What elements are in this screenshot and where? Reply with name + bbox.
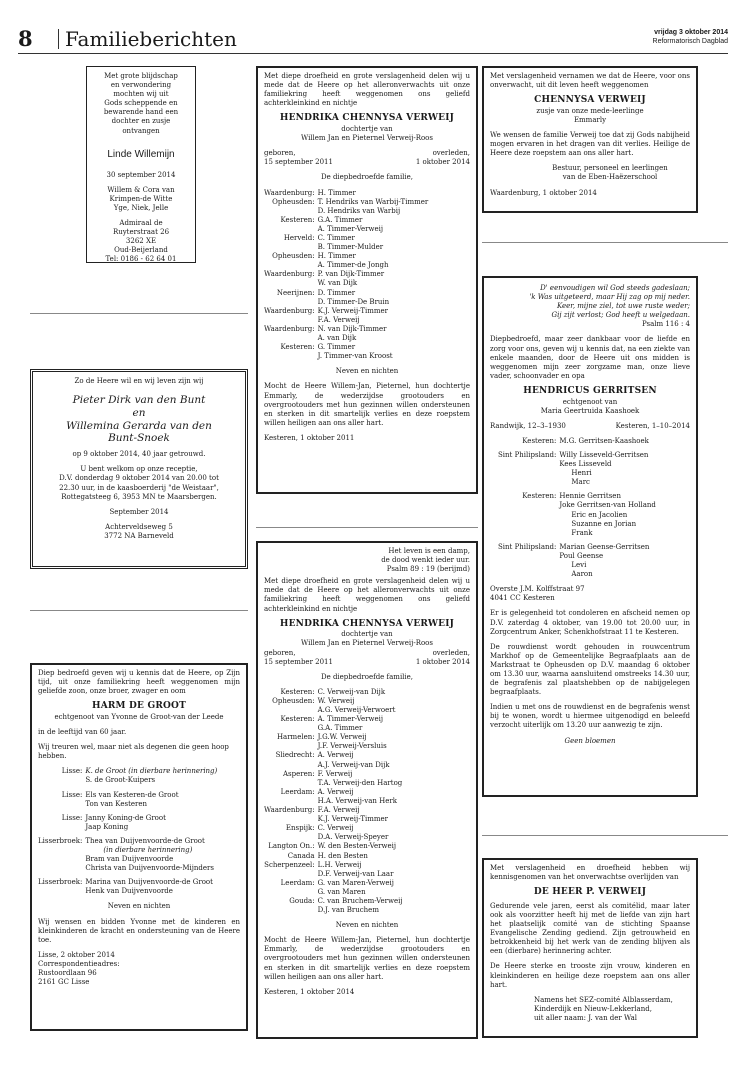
family-place bbox=[264, 870, 315, 879]
spouse-line: echtgenoot van Yvonne de Groot-van der Leede bbox=[54, 712, 224, 721]
anniversary-intro: Zo de Heere wil en wij leven zijn wij bbox=[74, 377, 204, 385]
family-place: Langton On.: bbox=[268, 842, 315, 851]
reception-line: U bent welkom op onze receptie, bbox=[80, 465, 198, 474]
family-names bbox=[559, 543, 690, 579]
family-name: A.J. Verweij-van Dijk bbox=[317, 760, 390, 769]
family-place: Leerdam: bbox=[280, 787, 315, 796]
column-rule bbox=[482, 242, 728, 243]
family-names bbox=[85, 878, 240, 896]
family-place: Lisse: bbox=[61, 813, 83, 822]
family-name: A. van Dijk bbox=[317, 334, 357, 343]
family-place bbox=[264, 888, 315, 897]
family-name: Thea van Duijvenvoorde-de Groot bbox=[85, 836, 205, 845]
family-place: Waardenburg: bbox=[264, 306, 315, 315]
family-name: Marina van Duijvenvoorde-de Groot bbox=[85, 878, 213, 887]
address-line: 3772 NA Barneveld bbox=[104, 531, 174, 540]
deceased-name: CHENNYSA VERWEIJ bbox=[534, 95, 646, 106]
family-name: N. van Dijk-Timmer bbox=[317, 324, 387, 333]
family-name: Els van Kesteren-de Groot bbox=[85, 790, 179, 799]
family-name: (in dierbare herinnering) bbox=[103, 846, 193, 854]
text-line: en verwondering bbox=[110, 81, 172, 90]
family-name: G.A. Timmer bbox=[317, 215, 363, 224]
poem-line: Keer, mijne ziel, tot uwe ruste weder; bbox=[556, 302, 690, 311]
deceased-name: HENDRIKA CHENNYSA VERWEIJ bbox=[279, 113, 455, 124]
parents-line: Willem Jan en Pieternel Verweij-Roos bbox=[301, 134, 433, 143]
birth-intro bbox=[91, 72, 191, 136]
family-names bbox=[559, 492, 690, 537]
born-label: geboren, bbox=[264, 149, 296, 158]
newspaper-name: Reformatorisch Dagblad bbox=[652, 38, 728, 45]
address-line: 4041 CC Kesteren bbox=[490, 594, 555, 603]
condolence-text: Er is gelegenheid tot condoleren en afscheid nemen op D.V. zaterdag 4 oktober, van 19.00 tot 20.00 uur, in Zorgcentrum Anker, Schenkhofstraat 11 te Kesteren. bbox=[490, 609, 690, 636]
header-divider bbox=[58, 29, 59, 49]
footer-line: Rustoordlaan 96 bbox=[38, 969, 97, 978]
text-line: mochten wij uit bbox=[113, 90, 169, 99]
text-line: bewarende hand een bbox=[103, 108, 179, 117]
closing-text: Mocht de Heere Willem-Jan, Pieternel, hun dochtertje Emmarly, de wederzijdse grootouders en overgrootouders met hun gezinnen willen ondersteunen en sterken in dit smartelijk verlies en deze roepstem willen heiligen aan ons aller hart. bbox=[264, 936, 470, 981]
family-place: Waardenburg: bbox=[264, 270, 315, 279]
obituary-intro: Diepbedroefd, maar zeer dankbaar voor de liefde en zorg voor ons, geven wij u kennis dat, na een ziekte van enkele maanden, door de Heere uit ons midden is weggenomen mijn zeer zorgzame man, onze lieve vader, schoonvader en opa bbox=[490, 335, 690, 380]
family-name: G.A. Timmer bbox=[317, 724, 363, 733]
family-place: Sint Philipsland: bbox=[498, 542, 557, 551]
family-list bbox=[264, 688, 470, 915]
family-place bbox=[264, 225, 315, 234]
family-place: Waardenburg: bbox=[264, 188, 315, 197]
family-place: Kesteren: bbox=[280, 215, 315, 224]
family-place: Gouda: bbox=[289, 896, 315, 905]
family-name: K.J. Verweij-Timmer bbox=[317, 815, 388, 824]
family-place bbox=[264, 742, 315, 751]
page-header bbox=[18, 26, 728, 54]
address-line: Ruyterstraat 26 bbox=[112, 228, 170, 237]
family-place: Opheusden: bbox=[272, 252, 315, 261]
anniversary-month: September 2014 bbox=[109, 507, 169, 516]
family-name: Christa van Duijvenvoorde-Mijnders bbox=[85, 864, 214, 873]
nephews-line: Neven en nichten bbox=[335, 367, 399, 376]
family-name: J.F. Verweij-Versluis bbox=[317, 742, 387, 751]
born-date: 15 september 2011 bbox=[264, 657, 333, 666]
no-flowers: Geen bloemen bbox=[564, 736, 616, 745]
family-name: T.A. Verweij-den Hartog bbox=[317, 778, 403, 787]
family-name: Poul Geense bbox=[559, 551, 604, 560]
address-line: Admiraal de bbox=[119, 219, 163, 228]
footer-line: Waardenburg, 1 oktober 2014 bbox=[490, 188, 597, 197]
family-name: G. van Maren-Verweij bbox=[317, 878, 394, 887]
column-rule bbox=[482, 835, 728, 836]
age-line: in de leeftijd van 60 jaar. bbox=[38, 728, 127, 737]
obituary-intro: Diep bedroefd geven wij u kennis dat de Heere, op Zijn tijd, uit onze familiekring heeft weggenomen mijn geliefde zoon, onze broer, zwager en oom bbox=[38, 669, 240, 696]
name-line: Bunt-Snoek bbox=[108, 432, 170, 445]
family-place: Neerijnen: bbox=[276, 288, 315, 297]
obituary-hendrika-2 bbox=[256, 541, 478, 1039]
family-name: P. van Dijk-Timmer bbox=[317, 270, 385, 279]
family-place bbox=[264, 815, 315, 824]
family-names bbox=[559, 451, 690, 487]
family-name: D. Timmer bbox=[317, 288, 356, 297]
parents-line: Willem & Cora van bbox=[107, 185, 175, 194]
family-name: Aaron bbox=[571, 570, 593, 579]
deceased-name: DE HEER P. VERWEIJ bbox=[533, 887, 647, 898]
family-name: Kees Lisseveld bbox=[559, 460, 612, 469]
family-name: Marian Geense-Gerritsen bbox=[559, 542, 650, 551]
family-name: Henri bbox=[571, 469, 592, 478]
family-names bbox=[85, 814, 240, 832]
family-place: Scherpenzeel: bbox=[264, 860, 315, 869]
family-place: Harmelen: bbox=[276, 733, 315, 742]
footer-line: Correspondentieadres: bbox=[38, 959, 120, 968]
column-rule bbox=[256, 527, 478, 528]
family-place bbox=[264, 724, 315, 733]
sub-line: dochtertje van bbox=[341, 630, 393, 639]
family-name: Bram van Duijvenvoorde bbox=[85, 855, 174, 864]
family-place: Kesteren: bbox=[522, 436, 557, 445]
family-name: Levi bbox=[571, 561, 587, 570]
family-place: Leerdam: bbox=[280, 878, 315, 887]
poem-line: D' eenvoudigen wil God steeds gadeslaan; bbox=[540, 284, 690, 292]
family-names bbox=[559, 437, 690, 446]
family-name: F.A. Verweij bbox=[317, 315, 360, 324]
poem-line: de dood wenkt ieder uur. bbox=[381, 556, 470, 565]
family-place: Kesteren: bbox=[522, 492, 557, 501]
family-names bbox=[85, 767, 240, 785]
phone-number: Tel: 0186 - 62 64 01 bbox=[105, 255, 177, 263]
column-rule bbox=[30, 610, 248, 611]
family-name: H. Timmer bbox=[317, 188, 356, 197]
column-rule bbox=[30, 313, 248, 314]
parents-line: Willem Jan en Pieternel Verweij-Roos bbox=[301, 639, 433, 648]
address-line: 3262 XE bbox=[125, 237, 157, 246]
obituary-chennysa-school bbox=[482, 66, 698, 213]
family-name: Henk van Duijvenvoorde bbox=[85, 887, 173, 896]
family-place: Waardenburg: bbox=[264, 324, 315, 333]
family-name: Frank bbox=[571, 528, 593, 537]
family-name: L.H. Verweij bbox=[317, 860, 362, 869]
poem-line: Gij zijt verlost; God heeft u welgedaan. bbox=[551, 311, 690, 320]
name-line: en bbox=[132, 406, 146, 419]
family-place: Opheusden: bbox=[272, 696, 315, 705]
family-name: Ton van Kesteren bbox=[85, 799, 148, 808]
nephews-line: Neven en nichten bbox=[335, 921, 399, 930]
died-date: 1 oktober 2014 bbox=[415, 657, 470, 666]
born-line: Randwijk, 12–3–1930 bbox=[490, 421, 566, 430]
issue-date: vrijdag 3 oktober 2014 bbox=[654, 29, 728, 36]
page-number: 8 bbox=[18, 26, 33, 51]
hope-text: Wij treuren wel, maar niet als degenen die geen hoop hebben. bbox=[38, 743, 229, 761]
family-name: A. Timmer-de Jongh bbox=[317, 261, 389, 270]
family-name: K. de Groot (in dierbare herinnering) bbox=[85, 767, 218, 776]
family-name: A. Timmer-Verweij bbox=[317, 715, 384, 724]
signature-line: Namens het SEZ-comité Alblasserdam, bbox=[534, 995, 673, 1004]
text-line: Gods scheppende en bbox=[104, 99, 178, 108]
header-dateline bbox=[653, 28, 728, 46]
born-label: geboren, bbox=[264, 648, 296, 657]
deceased-name: HENDRICUS GERRITSEN bbox=[523, 385, 657, 396]
reception-line: Rottegatsteeg 6, 3953 MN te Maarsbergen. bbox=[61, 492, 217, 501]
family-name: F.A. Verweij bbox=[317, 806, 360, 815]
couple-names bbox=[39, 394, 239, 445]
family-name: C. Verweij-van Dijk bbox=[317, 687, 386, 696]
section-title: Familieberichten bbox=[65, 27, 237, 51]
poem bbox=[264, 547, 470, 574]
family-name: H. Timmer bbox=[317, 252, 356, 261]
died-label: overleden, bbox=[432, 149, 470, 158]
sub-line: zusje van onze mede-leerlinge bbox=[536, 106, 644, 115]
closing-text: Mocht de Heere Willem-Jan, Pieternel, hun dochtertje Emmarly, de wederzijdse grootouders en overgrootouders met hun gezinnen willen ondersteunen en sterken in dit smartelijk verlies en deze roepstem willen heiligen aan ons aller hart. bbox=[264, 382, 470, 427]
family-name: A. Timmer-Verweij bbox=[317, 224, 384, 233]
family-name: Jaap Koning bbox=[85, 822, 129, 831]
family-place bbox=[264, 797, 315, 806]
spouse-line: Maria Geertruida Kaashoek bbox=[540, 406, 640, 415]
sub-line: echtgenoot van bbox=[562, 397, 618, 406]
family-list bbox=[264, 189, 470, 362]
footer-line: Kesteren, 1 oktober 2014 bbox=[264, 987, 355, 996]
family-name: H.A. Verweij-van Herk bbox=[317, 796, 397, 805]
parents-line: Yge, Niek, Jelle bbox=[113, 203, 169, 212]
family-place bbox=[264, 279, 315, 288]
signature-line: Kinderdijk en Nieuw-Lekkerland, bbox=[534, 1004, 652, 1013]
family-place: Enspijk: bbox=[285, 824, 315, 833]
baby-name: Linde Willemijn bbox=[107, 148, 175, 160]
poem-reference: Psalm 116 : 4 bbox=[641, 320, 690, 329]
family-place bbox=[264, 207, 315, 216]
sub-line: Emmarly bbox=[573, 115, 607, 124]
obituary-hendrika-1 bbox=[256, 66, 478, 494]
family-place bbox=[264, 352, 315, 361]
family-place: Lisserbroek: bbox=[38, 878, 83, 887]
family-place: Asperen: bbox=[282, 769, 315, 778]
died-date: 1 oktober 2014 bbox=[415, 158, 470, 167]
signature-block bbox=[490, 996, 690, 1023]
text-line: ontvangen bbox=[122, 126, 160, 135]
family-name: G. Timmer bbox=[317, 343, 356, 352]
wish-text: We wensen de familie Verweij toe dat zij Gods nabijheid mogen ervaren in het dragen van dit verlies. Heilige de Heere deze roepstem aan ons aller hart. bbox=[490, 131, 690, 158]
family-name: Joke Gerritsen-van Holland bbox=[559, 501, 656, 510]
family-title: De diepbedroefde familie, bbox=[320, 173, 414, 182]
family-place: Lisse: bbox=[61, 767, 83, 776]
request-text: Indien u met ons de rouwdienst en de begrafenis wenst bij te wonen, wordt u hiermee uitgenodigd en beleefd verzocht uiterlijk om 13.20 uur aanwezig te zijn. bbox=[490, 703, 690, 730]
family-place: Kesteren: bbox=[280, 687, 315, 696]
poem-line: Het leven is een damp, bbox=[388, 547, 470, 555]
name-line: Willemina Gerarda van den bbox=[66, 419, 212, 432]
closing-text: Wij wensen en bidden Yvonne met de kinderen en kleinkinderen de kracht en ondersteuning van de Heere toe. bbox=[38, 917, 240, 944]
died-label: overleden, bbox=[432, 648, 470, 657]
birth-date: 30 september 2014 bbox=[106, 170, 176, 179]
address-line: Achterveldseweg 5 bbox=[105, 522, 173, 531]
address-line: Oud-Beijerland bbox=[114, 246, 168, 255]
family-place bbox=[264, 779, 315, 788]
footer-line: Kesteren, 1 oktober 2011 bbox=[264, 433, 355, 442]
family-name: F. Verweij bbox=[317, 769, 353, 778]
family-list bbox=[490, 437, 690, 579]
family-name: A. Verweij bbox=[317, 787, 354, 796]
wish-text: De Heere sterke en trooste zijn vrouw, kinderen en kleinkinderen en heilige deze roepstem aan ons aller hart. bbox=[490, 962, 690, 989]
died-line: Kesteren, 1–10–2014 bbox=[615, 421, 690, 430]
family-place: Lisse: bbox=[61, 790, 83, 799]
family-place bbox=[264, 261, 315, 270]
anniversary-announcement bbox=[30, 369, 248, 569]
born-date: 15 september 2011 bbox=[264, 158, 333, 167]
family-name: W. den Besten-Verweij bbox=[317, 842, 397, 851]
family-place bbox=[264, 706, 315, 715]
family-name: Willy Lisseveld-Gerritsen bbox=[559, 451, 649, 459]
obituary-hendricus-gerritsen bbox=[482, 276, 698, 797]
obituary-harm-de-groot bbox=[30, 663, 248, 1031]
family-name: W. van Dijk bbox=[317, 279, 358, 288]
family-place bbox=[264, 243, 315, 252]
family-names bbox=[85, 837, 240, 873]
family-title: De diepbedroefde familie, bbox=[320, 672, 414, 681]
obituary-intro: Met diepe droefheid en grote verslagenheid delen wij u mede dat de Heere op het alleronverwachts uit onze familiekring heeft weggenomen ons geliefd achterkleinkind en nichtje bbox=[264, 72, 470, 108]
family-name: C. Timmer bbox=[317, 234, 355, 242]
family-name: D.J. van Bruchem bbox=[317, 906, 379, 915]
footer-line: 2161 GC Lisse bbox=[38, 978, 90, 987]
reception-line: D.V. donderdag 9 oktober 2014 van 20.00 tot bbox=[59, 474, 219, 483]
family-place: Waardenburg: bbox=[264, 806, 315, 815]
obituary-p-verweij bbox=[482, 858, 698, 1038]
tribute-text: Gedurende vele jaren, eerst als comitélid, maar later ook als voorzitter heeft hij met de liefde van zijn hart het plaatselijk comité van de stichting Spaanse Evangelische Zending gediend. Zijn getrouwheid en betrokkenheid bij het werk van de zending blijven als een (dierbare) herinnering achter. bbox=[490, 901, 690, 956]
obituary-intro: Met verslagenheid vernamen we dat de Heere, voor ons onverwacht, uit dit leven heeft weggenomen bbox=[490, 72, 690, 90]
family-name: Hennie Gerritsen bbox=[559, 492, 621, 501]
signature-line: Bestuur, personeel en leerlingen bbox=[552, 164, 668, 173]
family-place bbox=[264, 298, 315, 307]
family-place: Sint Philipsland: bbox=[498, 451, 557, 459]
married-line: op 9 oktober 2014, 40 jaar getrouwd. bbox=[72, 450, 206, 459]
family-name: M.G. Gerritsen-Kaashoek bbox=[559, 436, 649, 445]
family-place: Kesteren: bbox=[280, 715, 315, 724]
family-name: H. den Besten bbox=[317, 851, 368, 860]
text-line: Met grote blijdschap bbox=[104, 72, 178, 80]
nephews-line: Neven en nichten bbox=[107, 902, 171, 911]
deceased-name: HARM DE GROOT bbox=[91, 701, 186, 712]
family-name: A.G. Verweij-Verwoert bbox=[317, 706, 396, 714]
family-name: D.F. Verweij-van Laar bbox=[317, 869, 394, 878]
poem bbox=[490, 284, 690, 320]
family-name: Marc bbox=[571, 478, 590, 487]
family-list bbox=[38, 767, 240, 896]
obituary-intro: Met verslagenheid en droefheid hebben wij kennisgenomen van het onverwachtse overlijden van bbox=[490, 864, 690, 882]
family-place: Kesteren: bbox=[280, 343, 315, 352]
family-name: Janny Koning-de Groot bbox=[85, 813, 166, 822]
reception-line: 22.30 uur, in de kaasboerderij "de Weistaar", bbox=[59, 483, 219, 492]
family-place: Herveld: bbox=[283, 234, 315, 242]
family-name: J.G.W. Verweij bbox=[317, 733, 367, 742]
dates-row bbox=[264, 649, 470, 667]
signature-line: van de Eben-Haëzerschool bbox=[562, 173, 658, 182]
name-line: Pieter Dirk van den Bunt bbox=[72, 394, 206, 407]
sub-line: dochtertje van bbox=[341, 125, 393, 134]
family-name: B. Timmer-Mulder bbox=[317, 243, 384, 252]
address-line: Overste J.M. Kolffstraat 97 bbox=[490, 585, 585, 594]
family-name: D. Hendriks van Warbij bbox=[317, 206, 401, 215]
footer-line: Lisse, 2 oktober 2014 bbox=[38, 950, 115, 959]
birth-announcement bbox=[86, 66, 196, 263]
signature-line: uit aller naam: J. van der Wal bbox=[534, 1013, 637, 1022]
family-place: Opheusden: bbox=[272, 197, 315, 206]
family-name: D. Timmer-De Bruin bbox=[317, 297, 390, 306]
poem-reference: Psalm 89 : 19 (berijmd) bbox=[386, 565, 470, 574]
poem-line: 'k Was uitgeteerd, maar Hij zag op mij neder. bbox=[529, 293, 690, 302]
family-name: K.J. Verweij-Timmer bbox=[317, 306, 388, 315]
family-name: W. Verweij bbox=[317, 696, 355, 705]
family-name: S. de Groot-Kuipers bbox=[85, 776, 156, 785]
family-name: A. Verweij bbox=[317, 751, 354, 760]
family-place bbox=[264, 334, 315, 343]
family-name: T. Hendriks van Warbij-Timmer bbox=[317, 197, 429, 206]
family-place: Sliedrecht: bbox=[275, 751, 315, 760]
family-place bbox=[264, 833, 315, 842]
family-name: C. van Bruchem-Verweij bbox=[317, 896, 403, 905]
service-text: De rouwdienst wordt gehouden in rouwcentrum Markhof op de Gemeentelijke Begraafplaats aan de Markstraat te Opheusden op D.V. maandag 6 oktober om 13.30 uur, waarna aansluitend omstreeks 14.30 uur, de begrafenis zal plaatshebben op de nabijgelegen begraafplaats. bbox=[490, 642, 690, 697]
parents-line: Krimpen-de Witte bbox=[109, 194, 173, 203]
text-line: dochter en zusje bbox=[111, 117, 171, 126]
family-name: G. van Maren bbox=[317, 887, 366, 896]
family-place: Lisserbroek: bbox=[38, 836, 83, 845]
family-place bbox=[264, 761, 315, 770]
family-name: Suzanne en Jorian bbox=[571, 519, 637, 528]
dates-row bbox=[490, 422, 690, 431]
dates-row bbox=[264, 149, 470, 167]
family-place bbox=[264, 906, 315, 915]
obituary-intro: Met diepe droefheid en grote verslagenheid delen wij u mede dat de Heere op het alleronverwachts uit onze familiekring heeft weggenomen ons geliefd achterkleinkind en nichtje bbox=[264, 577, 470, 613]
family-name: C. Verweij bbox=[317, 824, 354, 833]
family-name: J. Timmer-van Kroost bbox=[317, 352, 393, 361]
family-place bbox=[264, 316, 315, 325]
family-name: Eric en Jacolien bbox=[571, 510, 628, 519]
family-place: Canada bbox=[287, 851, 315, 860]
deceased-name: HENDRIKA CHENNYSA VERWEIJ bbox=[279, 618, 455, 629]
family-name: D.A. Verweij-Speyer bbox=[317, 833, 389, 842]
family-names bbox=[85, 791, 240, 809]
